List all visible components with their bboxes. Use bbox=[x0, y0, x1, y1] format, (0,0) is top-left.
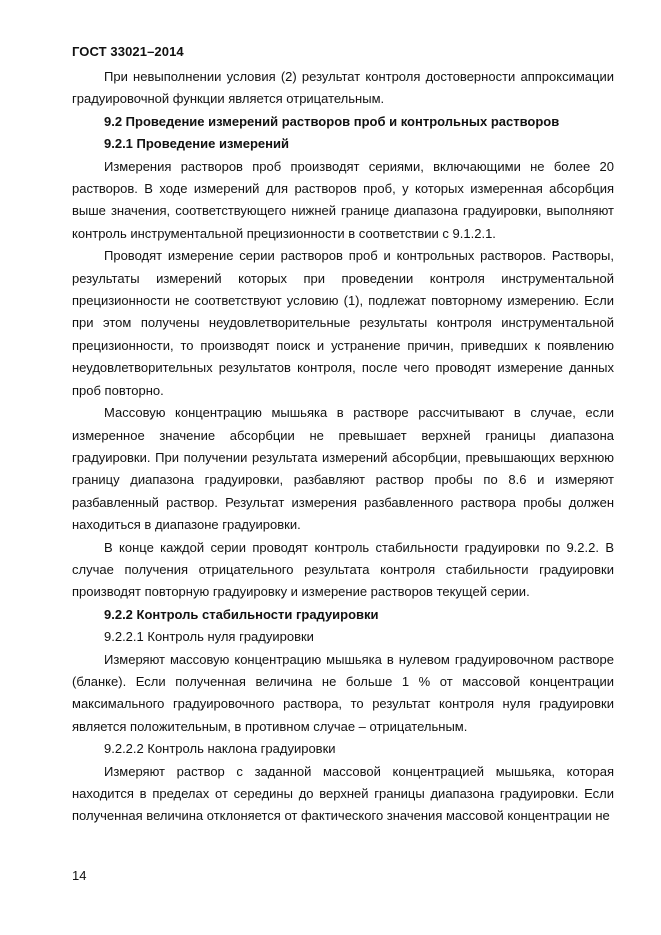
document-body bbox=[72, 66, 614, 828]
paragraph: Массовую концентрацию мышьяка в растворе рассчитывают в случае, если измеренное значение абсорбции не превышает верхней границы диапазона градуировки. При получении результата измерений абсорбции, превышающих верхнюю границу диапазона градуировки, разбавляют раствор пробы по 8.6 и измеряют разбавленный раствор. Результат измерения разбавленного раствора пробы должен находиться в диапазоне градуировки. bbox=[72, 405, 614, 533]
paragraph: Проводят измерение серии растворов проб и контрольных растворов. Растворы, результаты измерений которых при проведении контроля инструментальной прецизионности не соответствуют условию (1), подлежат повторному измерению. Если при этом получены неудовлетворительные результаты контроля инструментальной прецизионности, то производят поиск и устранение причин, приведших к появлению неудовлетворительных результатов контроля, после чего проводят измерение данных проб повторно. bbox=[72, 248, 614, 398]
paragraph: Измеряют раствор с заданной массовой концентрацией мышьяка, которая находится в пределах от середины до верхней границы диапазона градуировки. Если полученная величина отклоняется от фактического значения массовой концентрации не bbox=[72, 763, 614, 824]
paragraph: Измерения растворов проб производят сериями, включающими не более 20 растворов. В ходе измерений для растворов проб, у которых измеренная абсорбция выше значения, соответствующего нижней границе диапазона градуировки, выполняют контроль инструментальной прецизионности в соответствии с 9.1.2.1. bbox=[72, 158, 614, 241]
paragraph: Измеряют массовую концентрацию мышьяка в нулевом градуировочном растворе (бланке). Если полученная величина не больше 1 % от массовой концентрации максимального градуировочного раствора, то результат контроля нуля градуировки является положительным, в противном случае – отрицательным. bbox=[72, 651, 614, 734]
clause-title: 9.2.2.2 Контроль наклона градуировки bbox=[104, 741, 336, 757]
paragraph: В конце каждой серии проводят контроль стабильности градуировки по 9.2.2. В случае получения отрицательного результата контроля стабильности градуировки производят повторную градуировку и измерение растворов текущей серии. bbox=[72, 539, 614, 600]
subsection-heading: 9.2.1 Проведение измерений bbox=[104, 136, 289, 152]
page-number: 14 bbox=[72, 868, 87, 883]
paragraph: При невыполнении условия (2) результат контроля достоверности аппроксимации градуировочной функции является отрицательным. bbox=[72, 69, 614, 107]
document-header: ГОСТ 33021–2014 bbox=[72, 44, 184, 59]
subsection-heading: 9.2.2 Контроль стабильности градуировки bbox=[104, 606, 379, 622]
section-heading: 9.2 Проведение измерений растворов проб и контрольных растворов bbox=[104, 113, 560, 129]
clause-title: 9.2.2.1 Контроль нуля градуировки bbox=[104, 629, 314, 645]
